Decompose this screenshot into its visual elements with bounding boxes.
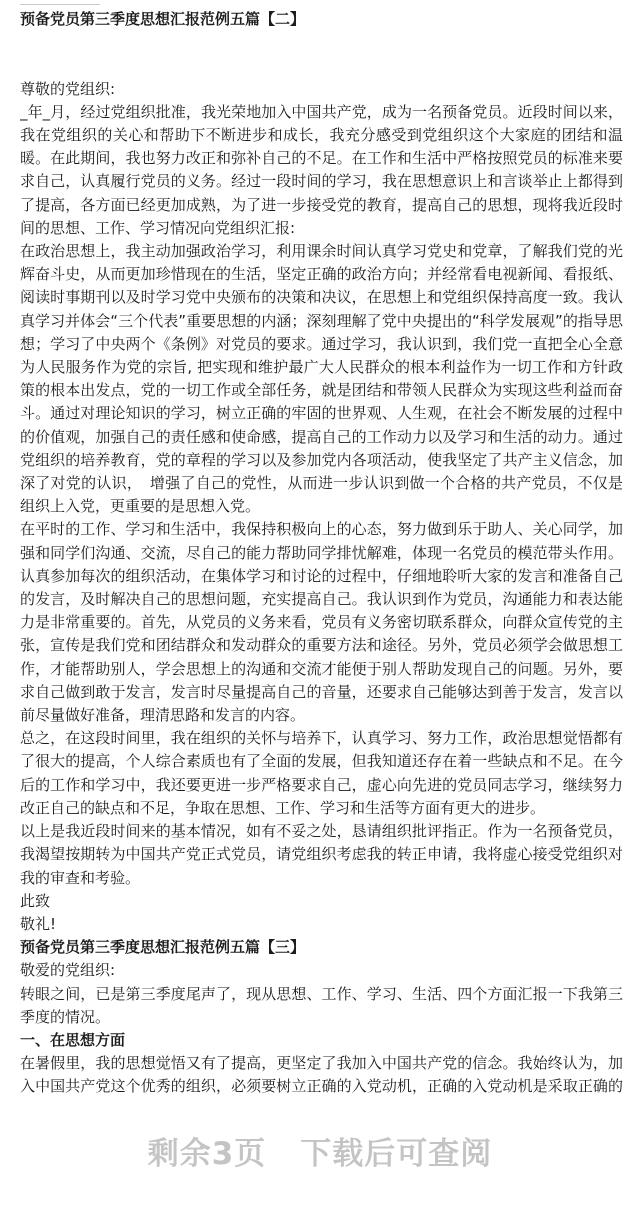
salutation: 敬爱的党组织: bbox=[20, 961, 116, 980]
text-line: 以上是我近段时间来的基本情况，如有不妥之处，恳请组织批评指正。作为一名预备党员， bbox=[20, 822, 623, 841]
text-line: 深了对党的认识， 增强了自己的党性，从而进一步认识到做一个合格的共产党员，不仅是 bbox=[20, 474, 623, 493]
text-line: 张，宣传是我们党和团结群众和发动群众的重要方法和途径。另外，党员必须学会做思想工 bbox=[20, 636, 623, 655]
text-line: 为人民服务作为党的宗旨, 把实现和维护最广大人民群众的根本利益作为一切工作和方针政 bbox=[20, 358, 623, 377]
paragraph bbox=[20, 1052, 623, 1098]
text-line: 转眼之间，已是第三季度尾声了，现从思想、工作、学习、生活、四个方面汇报一下我第三 bbox=[20, 984, 623, 1003]
closing-line: 敬礼! bbox=[20, 914, 57, 933]
download-prompt[interactable] bbox=[0, 1128, 640, 1173]
section-title: 预备党员第三季度思想汇报范例五篇【三】 bbox=[20, 938, 306, 957]
text-line: 了提高，各方面已经更加成熟，为了进一步接受党的教育，提高自己的思想，现将我近段时 bbox=[20, 195, 623, 214]
text-line: 了很大的提高，个人综合素质也有了全面的发展，但我知道还存在着一些缺点和不足。在今 bbox=[20, 752, 623, 771]
text-line: 的发言，及时解决自己的思想问题，充实提高自己。我认识到作为党员，沟通能力和表达能 bbox=[20, 590, 623, 609]
text-line: 想；学习了中央两个《条例》对党员的要求。通过学习，我认识到，我们党一直把全心全意 bbox=[20, 334, 623, 353]
subheading: 一、在思想方面 bbox=[20, 1030, 126, 1049]
text-line: 力是非常重要的。首先，从党员的义务来看，党员有义务密切联系群众，向群众宣传党的主 bbox=[20, 613, 623, 632]
closing-line: 此致 bbox=[20, 891, 51, 910]
paragraph bbox=[20, 983, 623, 1029]
text-line: 作，才能帮助别人，学会思想上的沟通和交流才能便于别人帮助发现自己的问题。另外，要 bbox=[20, 659, 623, 678]
text-line: 前尽量做好准备，理清思路和发言的内容。 bbox=[20, 706, 306, 725]
text-line: 我渴望按期转为中国共产党正式党员，请党组织考虑我的转正申请，我将虚心接受党组织对 bbox=[20, 845, 623, 864]
text-line: 认真参加每次的组织活动，在集体学习和讨论的过程中，仔细地聆听大家的发言和准备自己 bbox=[20, 566, 623, 585]
text-line: 阅读时事期刊以及时学习党中央颁布的决策和决议，在思想上和党组织保持高度一致。我认 bbox=[20, 288, 623, 307]
paragraph bbox=[20, 101, 623, 240]
document-page bbox=[20, 0, 623, 1099]
download-to-view-label: 下载后可查阅 bbox=[300, 1136, 493, 1172]
text-line: 斗。通过对理论知识的学习，树立正确的牢固的世界观、人生观，在社会不断发展的过程中 bbox=[20, 404, 623, 423]
text-line: 辉奋斗史，从而更加珍惜现在的生活，坚定正确的政治方向；并经常看电视新闻、看报纸、 bbox=[20, 265, 623, 284]
text-line: 后的工作和学习中，我还要更进一步严格要求自己，虚心向先进的党员同志学习，继续努力 bbox=[20, 775, 623, 794]
blank-space bbox=[20, 31, 623, 77]
paragraph bbox=[20, 518, 623, 727]
text-line: 求自己，认真履行党员的义务。经过一段时间的学习，我在思想意识上和言谈举止上都得到 bbox=[20, 172, 623, 191]
text-line: 组织上入党，更重要的是思想入党。 bbox=[20, 497, 261, 516]
text-line: 我在党组织的关心和帮助下不断进步和成长，我充分感受到党组织这个大家庭的团结和温 bbox=[20, 126, 623, 144]
text-line: 策的根本出发点，党的一切工作或全部任务，就是团结和带领人民群众为实现这些利益而奋 bbox=[20, 381, 623, 400]
text-line: 季度的情况。 bbox=[20, 1007, 111, 1026]
text-line: 暖。在此期间，我也努力改正和弥补自己的不足。在工作和生活中严格按照党员的标准来要 bbox=[20, 149, 623, 168]
text-line: 真学习并体会“三个代表”重要思想的内涵；深刻理解了党中央提出的“科学发展观”的指导思 bbox=[20, 311, 623, 330]
cut-off-previous-line bbox=[20, 0, 100, 5]
remaining-pages-label: 剩余3页 bbox=[147, 1136, 267, 1172]
text-line: _年_月，经过党组织批准，我光荣地加入中国共产党，成为一名预备党员。近段时间以来， bbox=[20, 102, 623, 121]
text-line: 在政治思想上，我主动加强政治学习，利用课余时间认真学习党史和党章，了解我们党的光 bbox=[20, 242, 623, 261]
paragraph bbox=[20, 727, 623, 820]
text-line: 入中国共产党这个优秀的组织，必须要树立正确的入党动机，正确的入党动机是采取正确的 bbox=[20, 1077, 623, 1096]
text-line: 的价值观，加强自己的责任感和使命感，提高自己的工作动力以及学习和生活的动力。通过 bbox=[20, 427, 623, 446]
paragraph bbox=[20, 820, 623, 890]
text-line: 总之，在这段时间里，我在组织的关怀与培养下，认真学习、努力工作，政治思想觉悟都有 bbox=[20, 729, 623, 748]
paragraph bbox=[20, 240, 623, 518]
text-line: 党组织的培养教育，党的章程的学习以及参加党内各项活动，使我坚定了共产主义信念，加 bbox=[20, 450, 623, 469]
salutation: 尊敬的党组织: bbox=[20, 79, 116, 98]
text-line: 在暑假里，我的思想觉悟又有了提高，更坚定了我加入中国共产党的信念。我始终认为，加 bbox=[20, 1054, 623, 1073]
text-line: 在平时的工作、学习和生活中，我保持积极向上的心态，努力做到乐于助人、关心同学，加 bbox=[20, 520, 623, 539]
text-line: 求自己做到敢于发言，发言时尽量提高自己的音量，还要求自己能够达到善于发言，发言以 bbox=[20, 682, 623, 701]
text-line: 间的思想、工作、学习情况向党组织汇报: bbox=[20, 218, 296, 237]
text-line: 强和同学们沟通、交流，尽自己的能力帮助同学排忧解难，体现一名党员的模范带头作用。 bbox=[20, 543, 623, 562]
text-line: 改正自己的缺点和不足，争取在思想、工作、学习和生活等方面有更大的进步。 bbox=[20, 798, 546, 817]
section-title: 预备党员第三季度思想汇报范例五篇【二】 bbox=[20, 10, 306, 28]
text-line: 我的审查和考验。 bbox=[20, 868, 141, 887]
